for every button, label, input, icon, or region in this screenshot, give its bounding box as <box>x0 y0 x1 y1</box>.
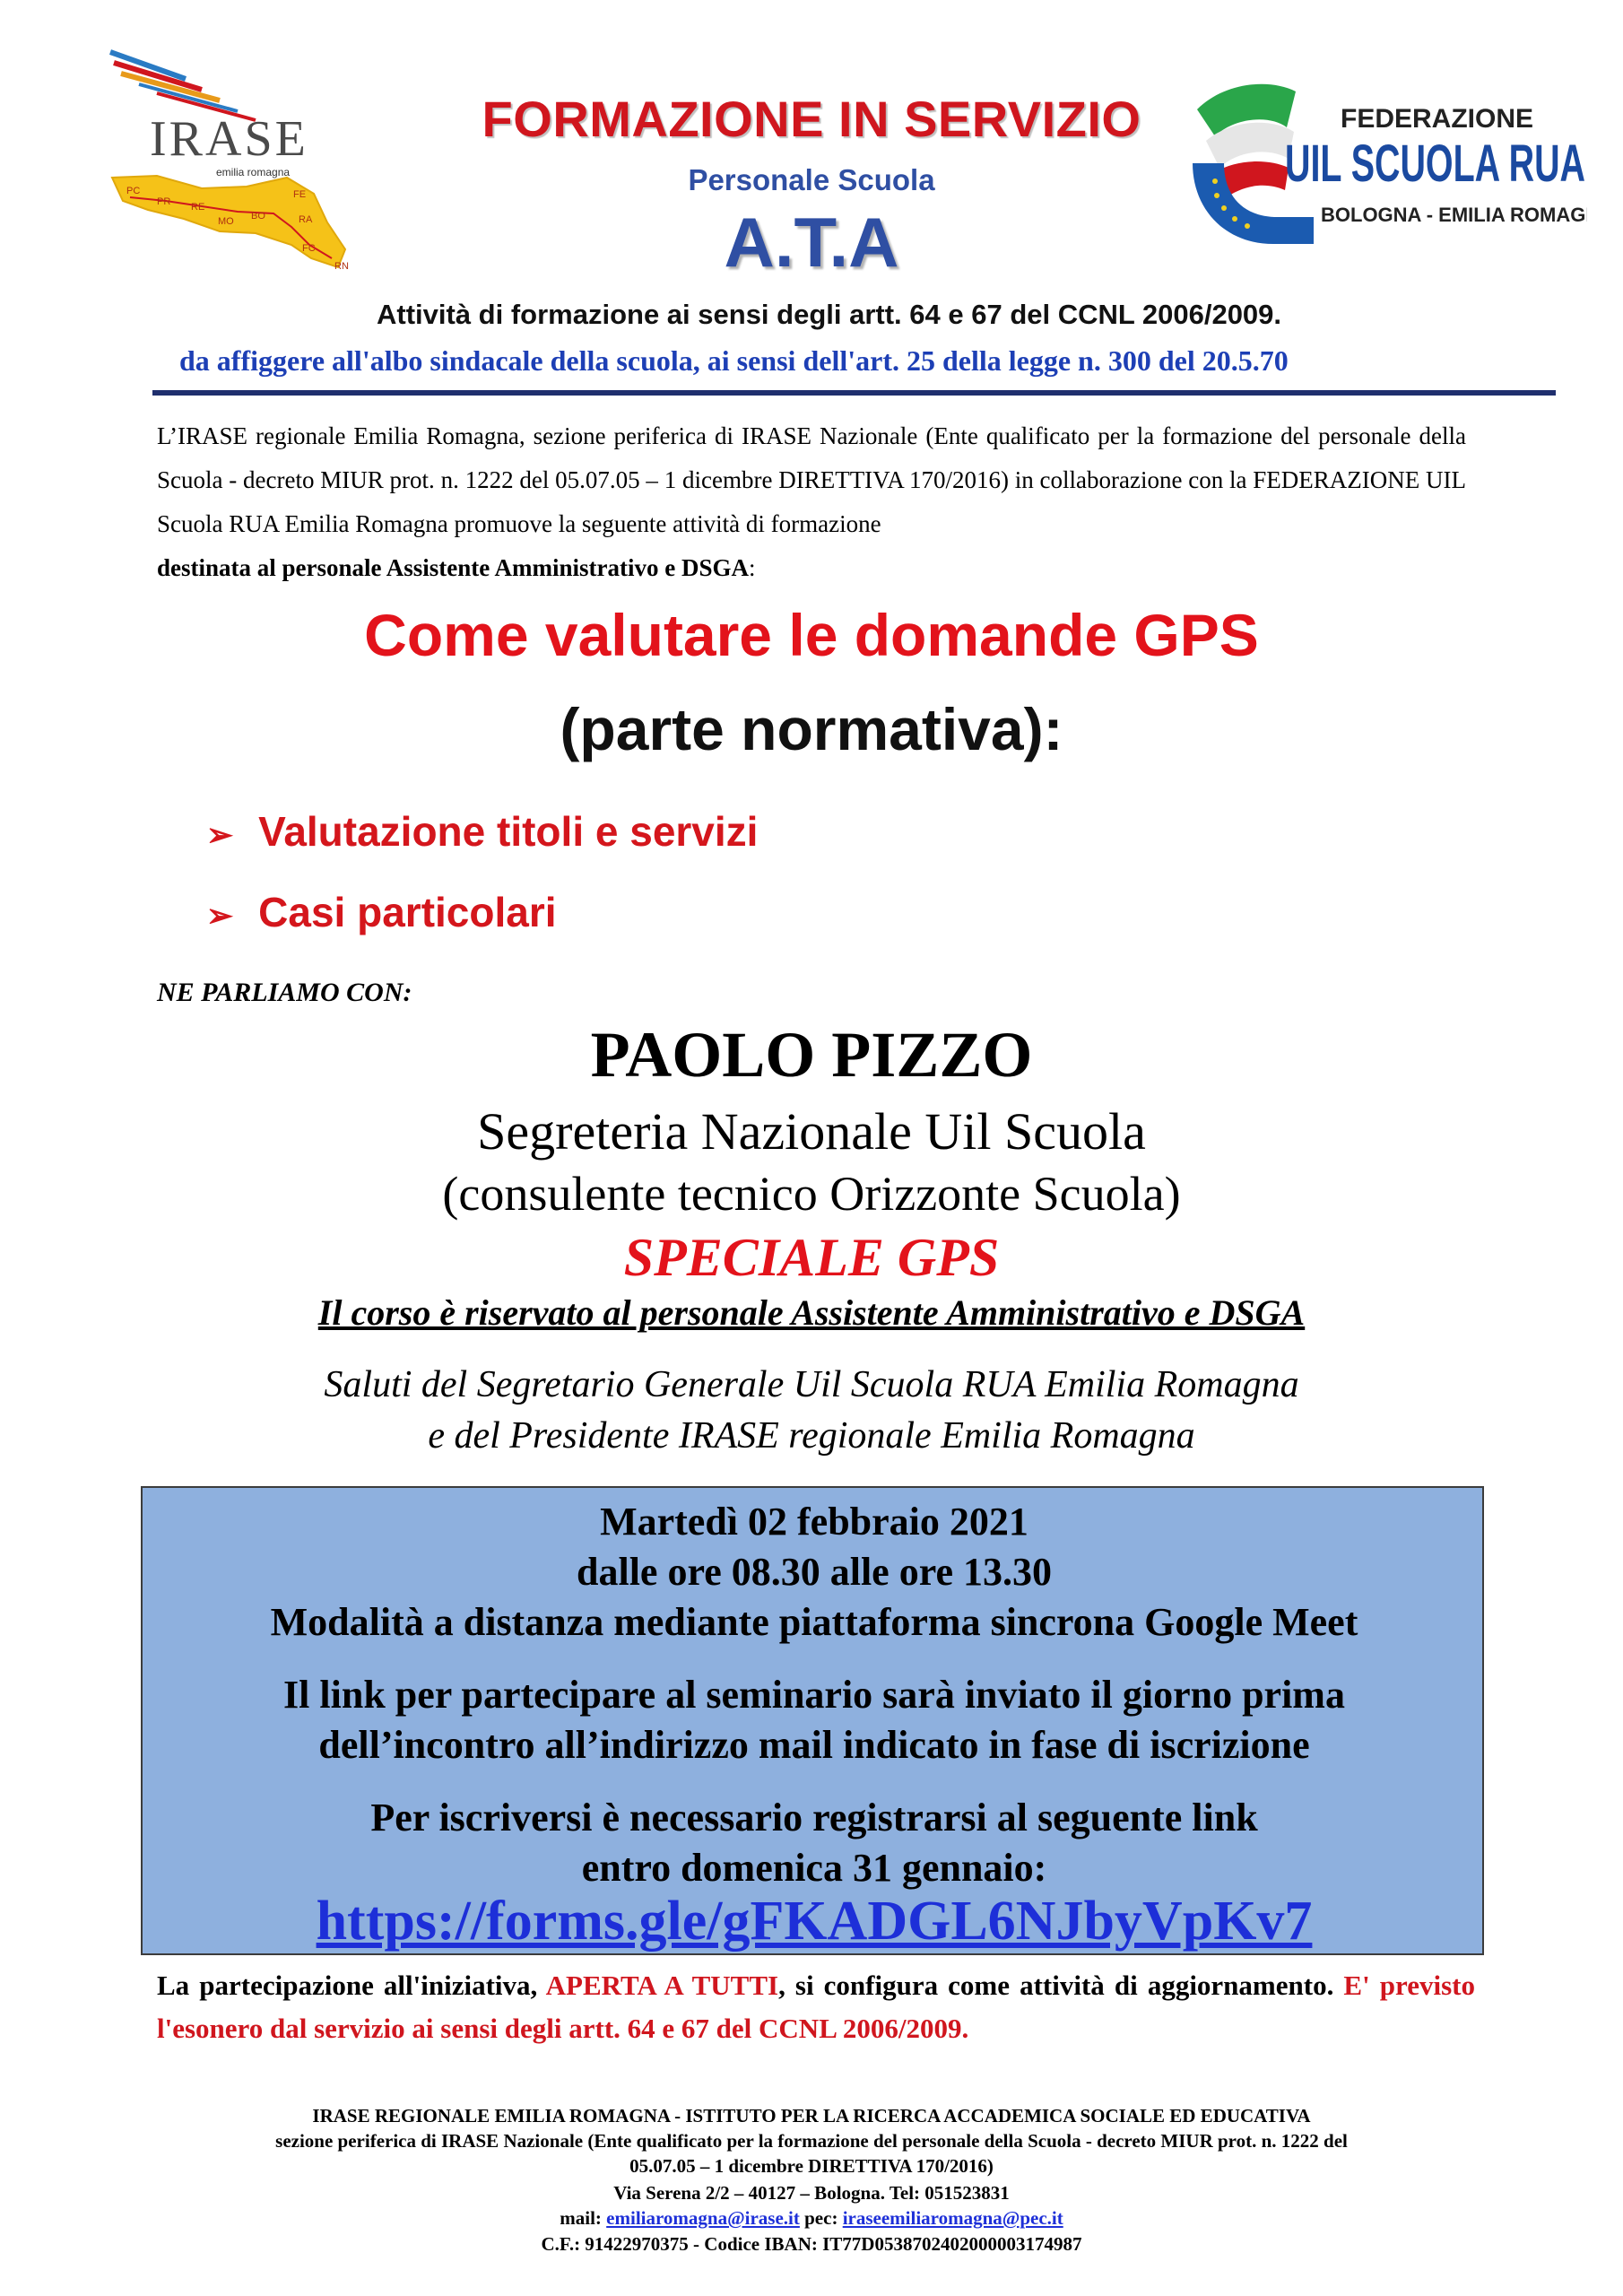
registration-link[interactable]: https://forms.gle/gFKADGL6NJbyVpKv7 <box>316 1891 1313 1952</box>
registration-deadline: entro domenica 31 gennaio: <box>581 1846 1047 1890</box>
link-info: Il link per partecipare al seminario sarà inviato il giorno prima <box>283 1673 1345 1717</box>
arrow-bullet-icon: ➢ <box>206 896 234 934</box>
mail-link[interactable]: emiliaromagna@irase.it <box>606 2207 800 2229</box>
participation-part1: La partecipazione all'iniziativa, <box>157 1970 546 2001</box>
bullet-label: Valutazione titoli e servizi <box>258 808 759 855</box>
speaker-intro: NE PARLIAMO CON: <box>157 978 412 1007</box>
irase-tagline: emilia romagna <box>216 166 291 178</box>
footer-line: 05.07.05 – 1 dicembre DIRETTIVA 170/2016) <box>629 2155 994 2177</box>
map-label: MO <box>218 216 234 227</box>
pec-label: pec: <box>799 2207 843 2229</box>
header-divider <box>152 390 1556 396</box>
map-label: PC <box>126 186 141 196</box>
course-title: Come valutare le domande GPS <box>364 602 1259 668</box>
affiggere-line: da affiggere all'albo sindacale della scuola, ai sensi dell'art. 25 della legge n. 300 del 20.5.70 <box>179 344 1289 377</box>
speciale-gps: SPECIALE GPS <box>623 1228 1000 1287</box>
footer-fiscal: C.F.: 91422970375 - Codice IBAN: IT77D0538702402000003174987 <box>541 2233 1082 2255</box>
greetings-line: e del Presidente IRASE regionale Emilia Romagna <box>428 1415 1195 1457</box>
map-label: RE <box>191 202 205 213</box>
intro-destinata-line <box>157 546 1466 590</box>
bullet-item <box>206 888 557 936</box>
intro-colon: : <box>748 554 756 581</box>
bullet-label: Casi particolari <box>258 889 557 935</box>
attivita-line: Attività di formazione ai sensi degli artt. 64 e 67 del CCNL 2006/2009. <box>377 299 1282 330</box>
map-label: FE <box>293 189 307 200</box>
flyer-title: FORMAZIONE IN SERVIZIO <box>482 91 1141 147</box>
footer-line: sezione periferica di IRASE Nazionale (Ente qualificato per la formazione del personale della Scuola - decreto MIUR prot. n. 1222 del <box>275 2130 1348 2152</box>
participation-paragraph <box>157 1964 1475 2050</box>
greetings-line: Saluti del Segretario Generale Uil Scuola RUA Emilia Romagna <box>324 1364 1299 1405</box>
intro-destinata: destinata al personale Assistente Amministrativo e DSGA <box>157 554 749 581</box>
aperta-a-tutti: APERTA A TUTTI <box>545 1970 779 2001</box>
event-info-box <box>141 1486 1484 1955</box>
uil-federazione: FEDERAZIONE <box>1341 104 1534 134</box>
footer-org: IRASE REGIONALE EMILIA ROMAGNA - ISTITUTO PER LA RICERCA ACCADEMICA SOCIALE ED EDUCATIVA <box>312 2105 1311 2126</box>
intro-paragraph <box>157 414 1466 590</box>
registration-info: Per iscriversi è necessario registrarsi al seguente link <box>370 1796 1258 1839</box>
uil-name: UIL SCUOLA RUA <box>1285 135 1585 193</box>
pec-link[interactable]: iraseemiliaromagna@pec.it <box>842 2207 1063 2229</box>
event-date: Martedì 02 febbraio 2021 <box>600 1500 1028 1544</box>
footer-contacts <box>152 2207 1471 2230</box>
uil-region: BOLOGNA - EMILIA ROMAGNA <box>1321 204 1587 226</box>
intro-text: L’IRASE regionale Emilia Romagna, sezione periferica di IRASE Nazionale (Ente qualificato per la formazione del personale della Scuola - decreto MIUR prot. n. 1222 del 05.07.05 – 1 dicembre DIRETTIVA 170/2016) in collaborazione con la FEDERAZIONE UIL Scuola RUA Emilia Romagna promuove la seguente attività di formazione <box>157 422 1466 537</box>
event-hours: dalle ore 08.30 alle ore 13.30 <box>577 1550 1052 1594</box>
map-label: BO <box>251 211 265 222</box>
map-label: FC <box>302 243 316 254</box>
bullet-item <box>206 807 758 856</box>
speaker-role: Segreteria Nazionale Uil Scuola <box>477 1102 1146 1161</box>
irase-stripes <box>110 52 256 120</box>
flyer-subtitle: Personale Scuola <box>688 163 935 196</box>
participation-text <box>157 1964 1475 2050</box>
mail-label: mail: <box>560 2207 607 2229</box>
map-label: RA <box>299 214 313 225</box>
arrow-bullet-icon: ➢ <box>206 815 234 853</box>
course-audience: Il corso è riservato al personale Assistente Amministrativo e DSGA <box>317 1292 1306 1333</box>
course-subtitle: (parte normativa): <box>560 696 1063 762</box>
event-mode: Modalità a distanza mediante piattaforma sincrona Google Meet <box>270 1600 1358 1644</box>
irase-logo <box>103 43 372 303</box>
participation-part2: , si configura come attività di aggiornamento. <box>778 1970 1344 2001</box>
esonero-note: E' previsto l'esonero dal servizio ai sensi degli artt. 64 e 67 del CCNL 2006/2009. <box>157 1970 1475 2044</box>
speaker-role-note: (consulente tecnico Orizzonte Scuola) <box>442 1167 1181 1221</box>
link-info: dell’incontro all’indirizzo mail indicato in fase di iscrizione <box>318 1723 1310 1767</box>
flyer-ata: A.T.A <box>724 203 899 282</box>
speaker-name: PAOLO PIZZO <box>590 1019 1033 1091</box>
map-label: PR <box>157 196 171 207</box>
irase-wordmark: IRASE <box>150 111 308 167</box>
footer-address: Via Serena 2/2 – 40127 – Bologna. Tel: 051523831 <box>613 2182 1010 2204</box>
map-label: RN <box>334 261 349 272</box>
